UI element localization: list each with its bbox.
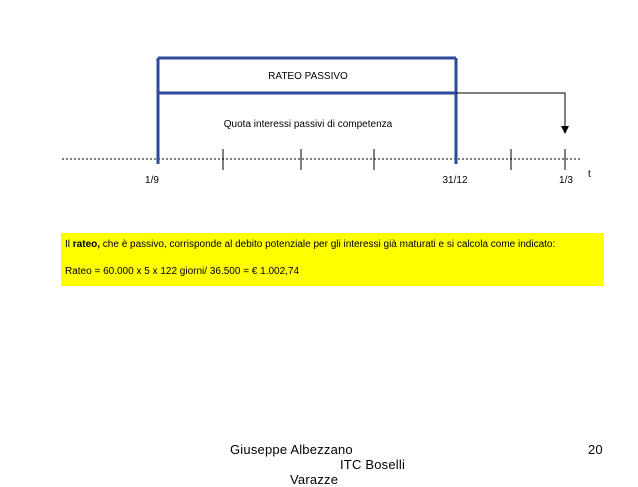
note-formula: Rateo = 60.000 x 5 x 122 giorni/ 36.500 = € 1.002,74 xyxy=(65,266,300,277)
page-number: 20 xyxy=(588,442,603,457)
box-title: RATEO PASSIVO xyxy=(268,71,348,82)
note-prefix: Il xyxy=(65,239,73,250)
explanation-note xyxy=(61,233,604,286)
date-label-maturity: 1/3 xyxy=(559,175,573,186)
date-label-start: 1/9 xyxy=(145,175,159,186)
box-subtitle: Quota interessi passivi di competenza xyxy=(223,119,393,130)
date-label-end: 31/12 xyxy=(442,175,468,186)
note-definition xyxy=(65,239,555,251)
footer-school: ITC Boselli xyxy=(340,457,406,472)
arrow-connector xyxy=(456,93,565,126)
axis-label-t: t xyxy=(588,169,591,180)
footer-city: Varazze xyxy=(290,472,339,487)
arrow-head-icon xyxy=(561,126,569,134)
footer-author: Giuseppe Albezzano xyxy=(230,442,353,457)
note-definition-text: che è passivo, corrisponde al debito potenziale per gli interessi già maturati e si calcola come indicato: xyxy=(100,239,556,250)
note-bold-term: rateo, xyxy=(72,239,101,250)
maturity-arrow xyxy=(456,93,569,134)
